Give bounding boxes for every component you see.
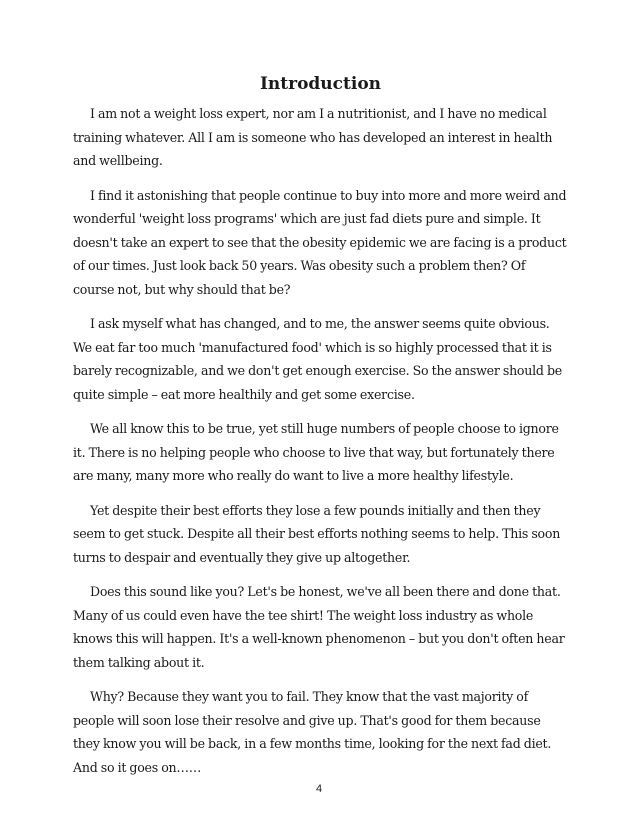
page-title: Introduction bbox=[259, 74, 382, 94]
paragraph-5: Yet despite their best efforts they lose a few pounds initially and then they seem to get stuck. Despite all their best efforts nothing seems to help. This soon turns to despair and eventually they give up altogether. bbox=[73, 502, 561, 565]
paragraph-3: I ask myself what has changed, and to me, the answer seems quite obvious. We eat far too much 'manufactured food' which is so highly processed that it is barely recognizable, and we don't get enough exercise. So the answer should be quite simple – eat more healthily and get some exercise. bbox=[73, 316, 562, 402]
document-page bbox=[73, 72, 568, 790]
paragraph-1: I am not a weight loss expert, nor am I a nutritionist, and I have no medical training whatever. All I am is someone who has developed an interest in health and wellbeing. bbox=[73, 106, 553, 168]
page-number: 4 bbox=[315, 783, 323, 795]
paragraph-6: Does this sound like you? Let's be honest, we've all been there and done that. Many of us could even have the tee shirt! The weight loss industry as whole knows this will happen. It's a well-known phenomenon – but you don't often hear them talking about it. bbox=[73, 584, 565, 670]
paragraph-7: Why? Because they want you to fail. They know that the vast majority of people will soon lose their resolve and give up. That's good for them because they know you will be back, in a few months time, looking for the next fad diet. And so it goes on…… bbox=[73, 689, 552, 775]
paragraph-4: We all know this to be true, yet still huge numbers of people choose to ignore it. There is no helping people who choose to live that way, but fortunately there are many, many more who really do want to live a more healthy lifestyle. bbox=[73, 421, 559, 483]
paragraph-2: I find it astonishing that people continue to buy into more and more weird and wonderful 'weight loss programs' which are just fad diets pure and simple. It doesn't take an expert to see that the obesity epidemic we are facing is a product of our times. Just look back 50 years. Was obesity such a problem then? Of course not, but why should that be? bbox=[73, 187, 567, 297]
